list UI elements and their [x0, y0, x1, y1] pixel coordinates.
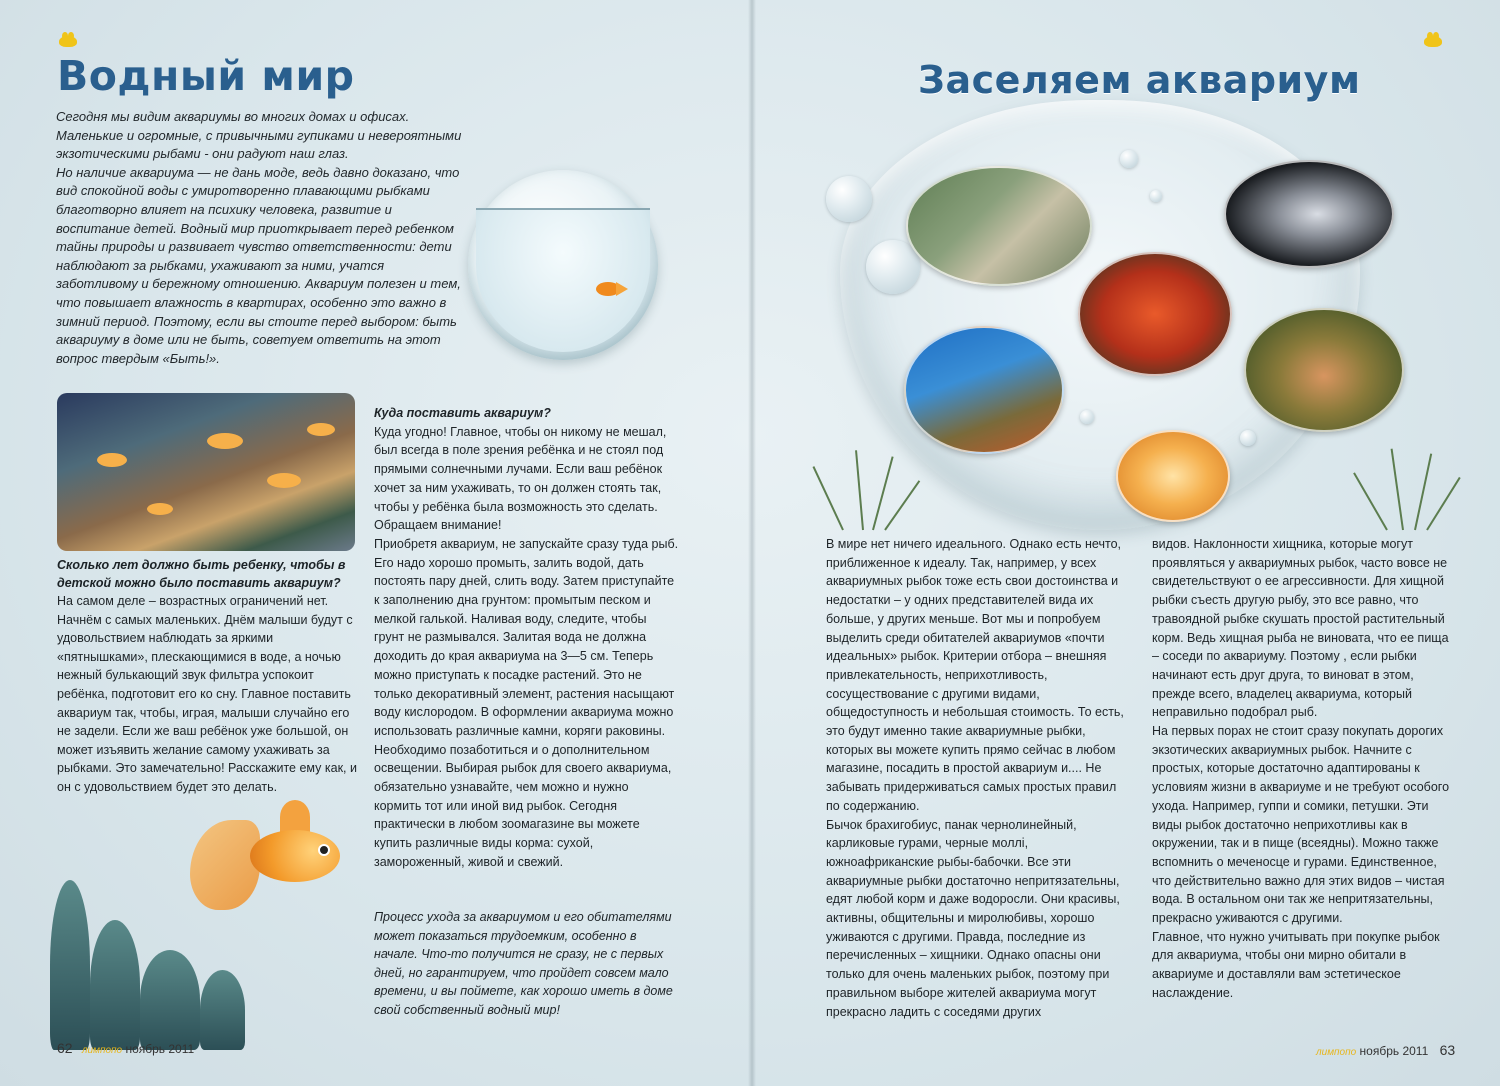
answer-where-1: Куда угодно! Главное, чтобы он никому не мешал, был всегда в поле зрения ребёнка и не стоял под прямыми солнечными лучами. Если ваш ребёнок хочет за ним ухаживать, то он должен стоять так, чтобы у ребёнка была возможность это сделать. [374, 424, 667, 514]
bubble-icon [1240, 430, 1256, 446]
fish-photo-goldfish [1116, 430, 1230, 522]
fish-photo-shark [906, 166, 1092, 286]
right-paragraph-1: В мире нет ничего идеального. Однако есть нечто, приближенное к идеалу. Так, например, у всех аквариумных рыбок тоже есть свои достоинства и недостатки – у одних представителей вида их больше, у других меньше. Вот мы и попробуем выделить среди обитателей аквариумов «почти идеальных» рыбок. Критерии отбора – внешняя привлекательность, неприхотливость, сосуществование с другими видами, общедоступность и небольшая стоимость. То есть, это будут именно такие аквариумные рыбки, которых вы можете купить прямо сейчас в любом магазине, посадить в простой аквариум и.... Не забывать придерживаться самых простых правил по содержанию. [826, 537, 1124, 813]
reef-aquarium-photo [57, 393, 355, 551]
magazine-name-right: лимпопо [1316, 1047, 1357, 1058]
left-folio [57, 1040, 194, 1056]
where-to-place-column [374, 404, 679, 872]
right-page-title: Заселяем аквариум [918, 58, 1361, 102]
right-paragraph-4: На первых порах не стоит сразу покупать дорогих экзотических аквариумных рыбок. Начните с простых, которые достаточно адаптированы к условиям жизни в аквариуме и не требуют особого ухода. Например, гуппи и сомики, петушки. Эти виды рыбок достаточно неприхотливы как в окружении, так и в пище (всеядны). Можно также вспомнить о меченосце и гурами. Единственное, что действительно важно для этих видов – чистая вода. В остальном они так же непритязательны, прекрасно уживаются с другими. [1152, 724, 1450, 926]
goldfish-icon [596, 282, 620, 296]
bubble-icon [1120, 150, 1138, 168]
issue-right: ноябрь 2011 [1359, 1044, 1429, 1058]
left-page-title: Водный мир [57, 52, 355, 100]
page-spine [748, 0, 756, 1086]
intro-paragraph-1: Сегодня мы видим аквариумы во многих домах и офисах. Маленькие и огромные, с привычными гупиками и невероятными экзотическими рыбами - они радуют наш глаз. [56, 109, 462, 162]
small-fishbowl-illustration [468, 170, 658, 360]
right-folio [1316, 1042, 1455, 1058]
issue-left: ноябрь 2011 [125, 1042, 195, 1056]
mascot-logo-icon [1422, 32, 1444, 48]
right-paragraph-2: Бычок брахигобиус, панак чернолинейный, карликовые гурами, черные моллі, южноафриканские рыбы-бабочки. Все эти аквариумные рыбки достаточно непритязательны, едят любой корм и даже водоросли. Они красивы, активны, общительны и миролюбивы, хорошо уживаются с другими. Правда, последние из перечисленных – хищники. Однако опасны они только для очень маленьких рыбок, поэтому при правильном выборе жителей аквариума могут прекрасно ладить с соседями других [826, 817, 1120, 1019]
aquatic-plant-icon [1356, 440, 1476, 530]
bubble-icon [1150, 190, 1162, 202]
page-number-right: 63 [1439, 1042, 1456, 1058]
intro-paragraph-2: Но наличие аквариума — не дань моде, ведь давно доказано, что вид спокойной воды с умиротворенно плавающими рыбками благотворно влияет на психику человека, развитие и воспитание детей. Водный мир приоткрывает перед ребенком тайны природы и развивает чувство ответственности: дети наблюдают за рыбками, ухаживают за ними, учатся заботливому и бережному отношению. Аквариум полезен и тем, что повышает влажность в квартирах, особенно это важно в зимний период. Поэтому, если вы стоите перед выбором: быть аквариуму в доме или не быть, советуем ответить на этот вопрос твердым «Быть!». [56, 164, 461, 366]
attention-heading: Обращаем внимание! [374, 518, 502, 533]
left-outro: Процесс ухода за аквариумом и его обитателями может показаться трудоемким, особенно в начале. Что-то получится не сразу, не с первых дней, но гарантируем, что пройдет совсем мало времени, и вы поймете, как хорошо иметь в доме свой собственный водный мир! [374, 910, 673, 1017]
right-paragraph-5: Главное, что нужно учитывать при покупке рыбок для аквариума, чтобы они мирно обитали в аквариуме и доставляли вам эстетическое наслаждение. [1152, 929, 1440, 1000]
bubble-icon [1080, 410, 1094, 424]
right-column-1 [826, 535, 1131, 1021]
question-age: Сколько лет должно быть ребенку, чтобы в детской можно было поставить аквариум? [57, 558, 346, 591]
fish-photo-red [1078, 252, 1232, 376]
mascot-logo-icon [57, 32, 79, 48]
aquatic-plant-icon [812, 440, 932, 530]
fish-photo-reef [904, 326, 1064, 454]
left-intro [56, 108, 466, 368]
magazine-name-left: лимпопо [81, 1045, 123, 1056]
right-column-2 [1152, 535, 1457, 1003]
right-paragraph-3: видов. Наклонности хищника, которые могут проявляться у аквариумных рыбок, часто вовсе не свидетельствуют о ее агрессивности. Для хищной рыбки съесть другую рыбу, это все равно, что травоядной рыбке скушать простой растительный корм. Ведь хищная рыба не виновата, что ее пища – соседи по аквариуму. Поэтому , если рыбки начинают есть друг друга, то виноват в этом, прежде всего, владелец аквариума, который неправильно подобрал рыб. [1152, 537, 1449, 720]
page-number-left: 62 [57, 1040, 73, 1056]
fish-photo-guppy [1224, 160, 1394, 268]
question-where: Куда поставить аквариум? [374, 406, 551, 420]
answer-age: На самом деле – возрастных ограничений нет. Начнём с самых маленьких. Днём малыши будут с удовольствием наблюдать за яркими «пятнышками», плескающимися в воде, а ночью нежный булькающий звук фильтра успокоит ребёнка, подготовит его ко сну. Главное поставить аквариум так, чтобы, играя, малыши случайно его не задели. Если же ваш ребёнок уже большой, он может изъявить желание самому ухаживать за рыбками. Это замечательно! Расскажите ему как, и он с удовольствием будет это делать. [57, 594, 357, 794]
answer-where-2: Приобретя аквариум, не запускайте сразу туда рыб. Его надо хорошо промыть, залить водой, дать постоять пару дней, слить воду. Затем приступайте к заполнению дна грунтом: промытым песком и мелкой галькой. Наливая воду, следите, чтобы грунт не размывался. Залитая вода не должна доходить до края аквариума на 3—5 см. Теперь можно приступать к посадке растений. Это не только декоративный элемент, растения насыщают воду кислородом. В оформлении аквариума можно использовать различные камни, коряги раковины. Необходимо позаботиться и о дополнительном освещении. Выбирая рыбок для своего аквариума, обязательно узнавайте, чем можно и нужно кормить тот или иной вид рыбок. Сегодня практически в любом зоомагазине вы можете купить различные виды корма: сухой, замороженный, живой и свежий. [374, 536, 679, 869]
fish-photo-tetra [1244, 308, 1404, 432]
bubble-icon [826, 176, 872, 222]
goldfish-illustration [190, 800, 350, 940]
